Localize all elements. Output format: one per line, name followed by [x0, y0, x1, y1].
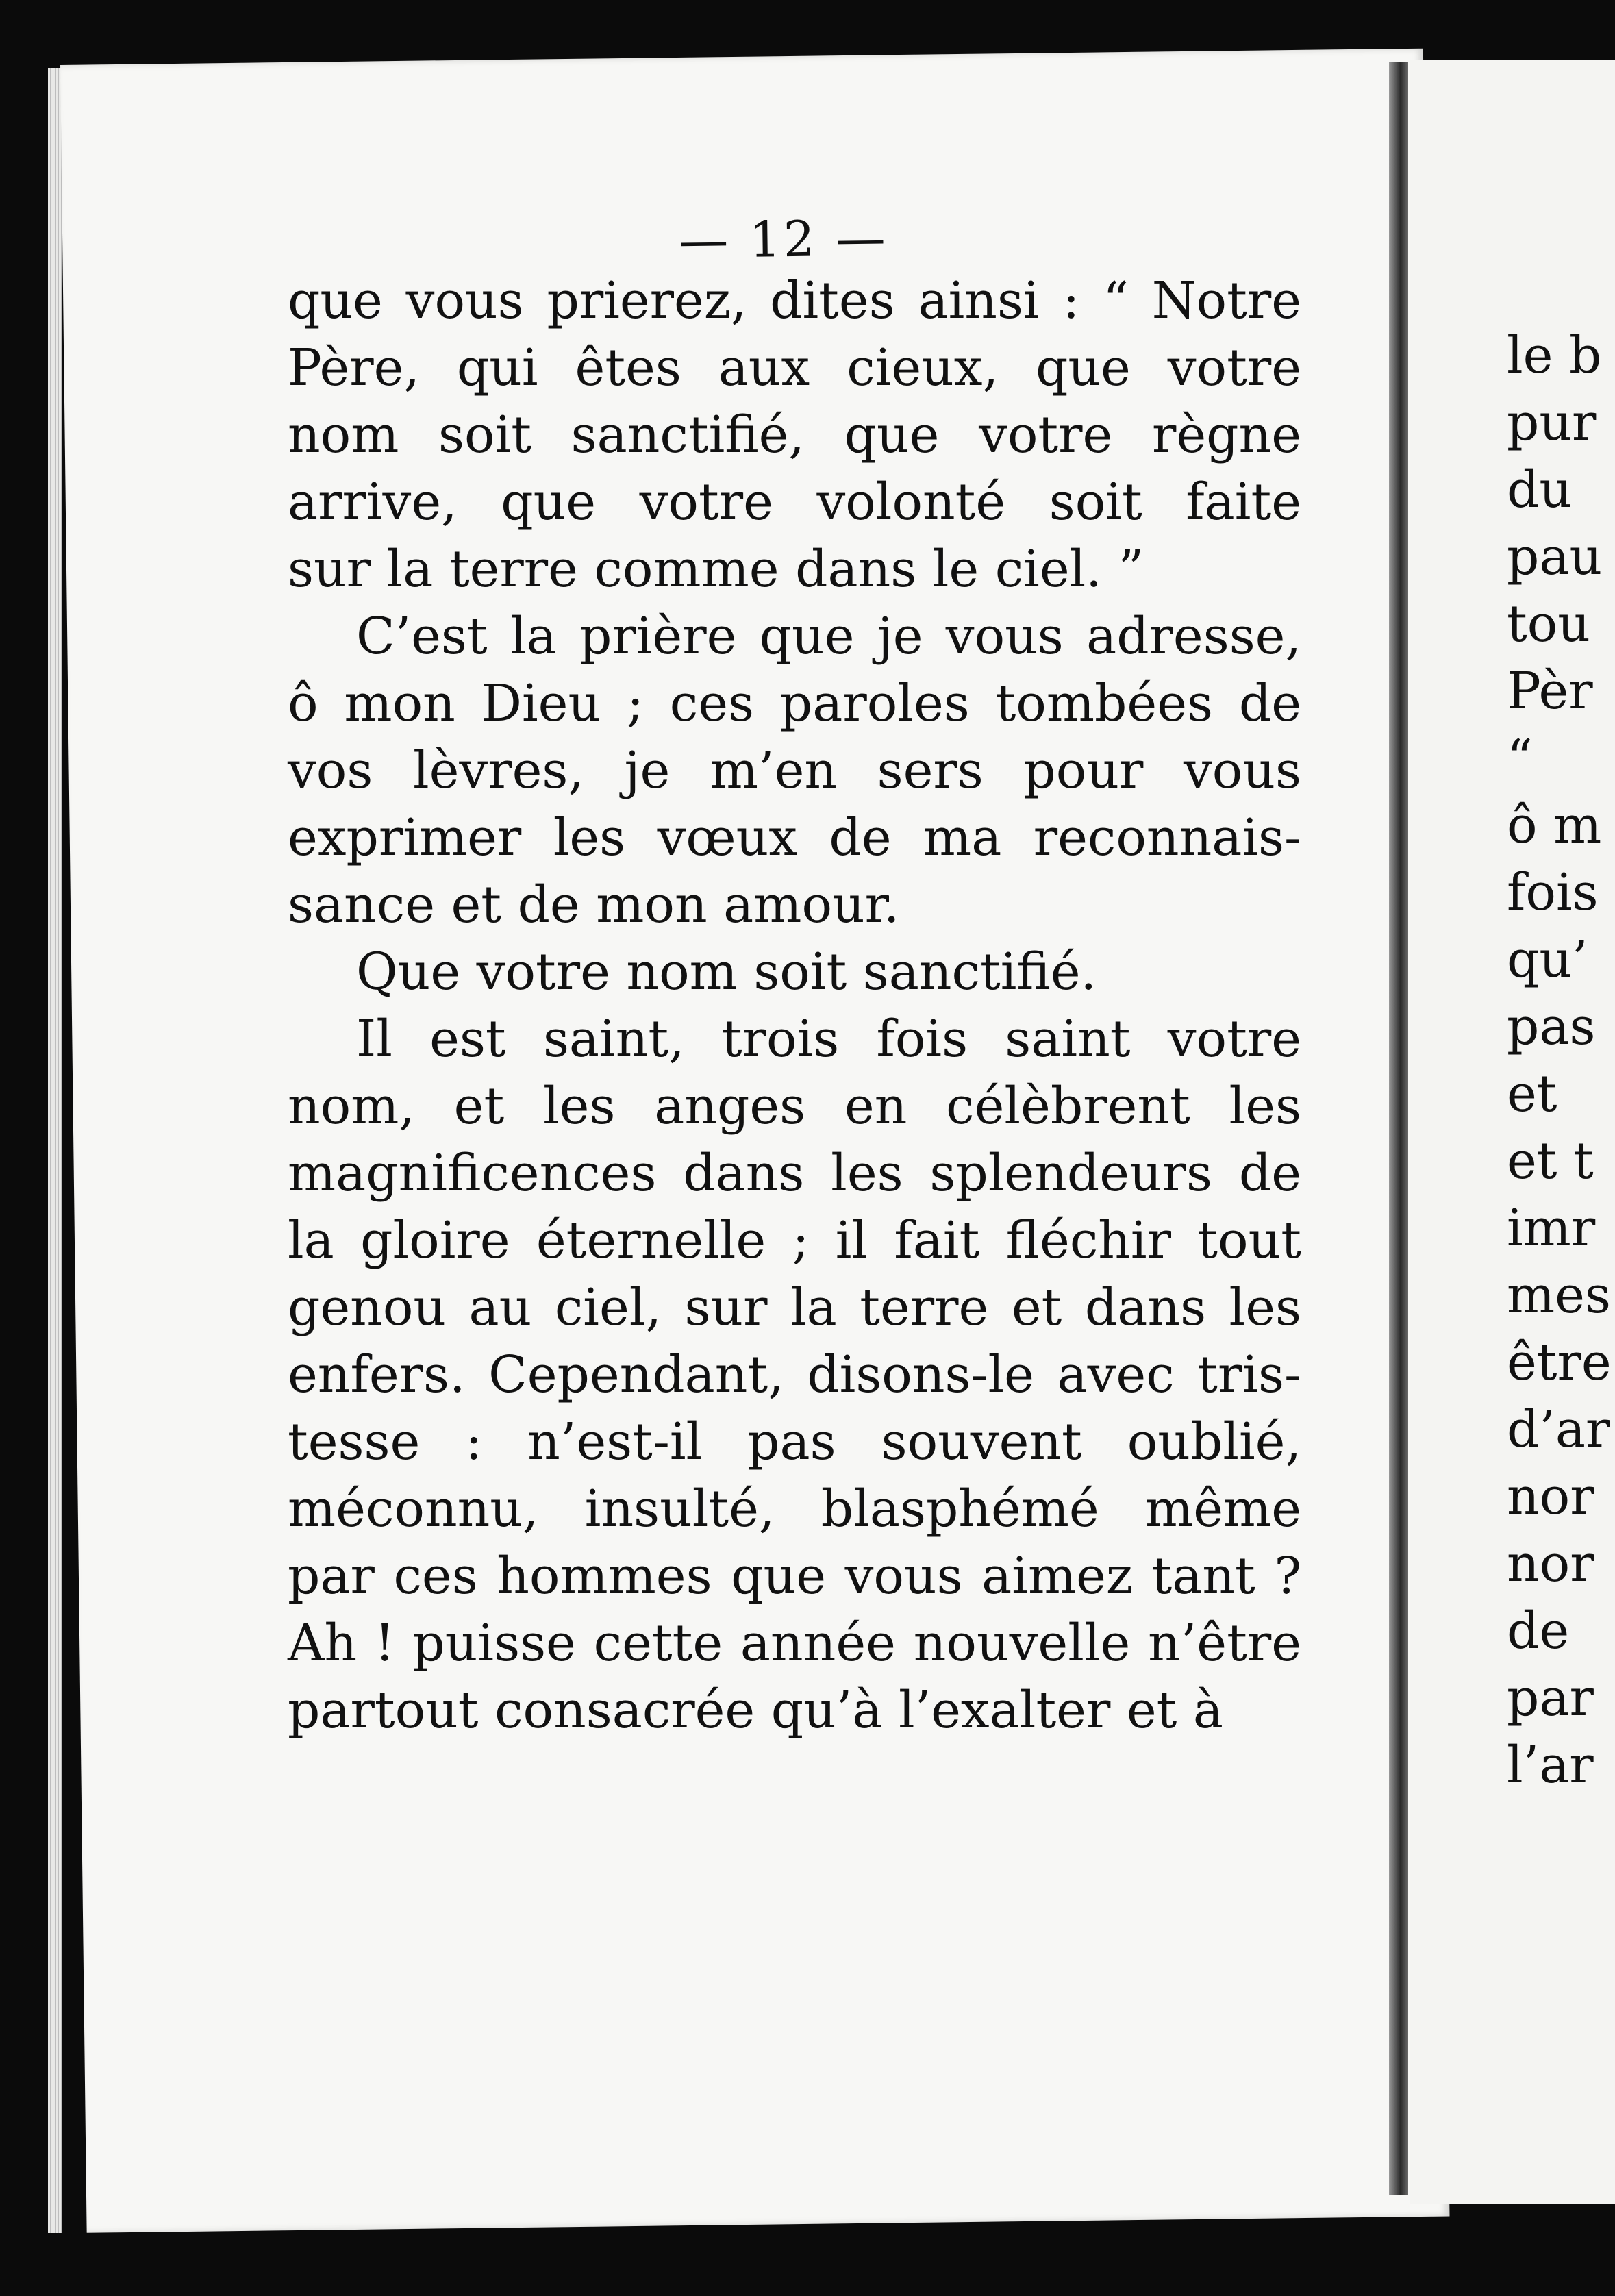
text-line: Père, qui êtes aux cieux, que votre	[288, 338, 1301, 397]
text-line: nom soit sanctifié, que votre règne	[288, 405, 1301, 464]
text-line-fragment: et	[1507, 1064, 1557, 1123]
text-line: méconnu, insulté, blasphémé même	[288, 1480, 1301, 1538]
text-line-fragment: pau	[1507, 527, 1603, 586]
text-line-fragment: nor	[1507, 1534, 1594, 1593]
text-line: Ah ! puisse cette année nouvelle n’être	[288, 1614, 1301, 1673]
text-line: genou au ciel, sur la terre et dans les	[288, 1278, 1301, 1337]
paragraph	[288, 267, 1301, 603]
text-line-fragment: fois	[1507, 863, 1599, 922]
text-line: tesse : n’est-il pas souvent oublié,	[288, 1412, 1301, 1471]
text-line: que vous prierez, dites ainsi : “ Notre	[288, 271, 1301, 330]
text-line: arrive, que votre volonté soit faite	[288, 473, 1301, 532]
left-page-text	[288, 267, 1301, 1744]
text-line: la gloire éternelle ; il fait fléchir tout	[288, 1211, 1301, 1270]
paragraph	[288, 938, 1301, 1006]
page-number: — 12 —	[678, 209, 889, 269]
text-line: par ces hommes que vous aimez tant ?	[288, 1547, 1301, 1606]
text-line: partout consacrée qu’à l’exalter et à	[288, 1681, 1224, 1740]
text-line-fragment: et t	[1507, 1132, 1594, 1190]
text-line-fragment: le b	[1507, 326, 1602, 385]
text-line-fragment: qu’	[1507, 930, 1588, 989]
text-line-fragment: être	[1507, 1333, 1612, 1392]
text-line: nom, et les anges en célèbrent les	[288, 1077, 1301, 1136]
text-line: sance et de mon amour.	[288, 875, 900, 934]
text-line: exprimer les vœux de ma reconnais-	[288, 808, 1301, 867]
text-line: C’est la prière que je vous adresse,	[356, 607, 1301, 666]
text-line-fragment: pur	[1507, 393, 1597, 452]
text-line: enfers. Cependant, disons-le avec tris-	[288, 1345, 1301, 1404]
text-line: magnificences dans les splendeurs de	[288, 1144, 1301, 1203]
paragraph	[288, 603, 1301, 938]
text-line-fragment: mes	[1507, 1266, 1611, 1325]
text-line: ô mon Dieu ; ces paroles tombées de	[288, 674, 1301, 733]
text-line-fragment: imr	[1507, 1199, 1596, 1258]
text-line-fragment: Pèr	[1507, 662, 1593, 721]
text-line-fragment: d’ar	[1507, 1400, 1610, 1459]
text-line: sur la terre comme dans le ciel. ”	[288, 540, 1144, 599]
paragraph	[288, 1006, 1301, 1744]
text-line-fragment: ô m	[1507, 796, 1602, 855]
text-line: vos lèvres, je m’en sers pour vous	[288, 741, 1301, 800]
text-line-fragment: nor	[1507, 1467, 1594, 1526]
text-line-fragment: “	[1507, 729, 1533, 788]
page-stack-edge	[48, 68, 62, 2233]
text-line: Que votre nom soit sanctifié.	[356, 943, 1097, 1001]
text-line-fragment: tou	[1507, 595, 1590, 653]
text-line-fragment: l’ar	[1507, 1736, 1594, 1795]
right-page-text-fragments	[1507, 322, 1612, 1799]
text-line: Il est saint, trois fois saint votre	[356, 1010, 1301, 1069]
book-gutter	[1389, 62, 1408, 2195]
text-line-fragment: par	[1507, 1669, 1594, 1727]
text-line-fragment: de	[1507, 1601, 1570, 1660]
text-line-fragment: pas	[1507, 997, 1596, 1056]
text-line-fragment: du	[1507, 460, 1573, 519]
